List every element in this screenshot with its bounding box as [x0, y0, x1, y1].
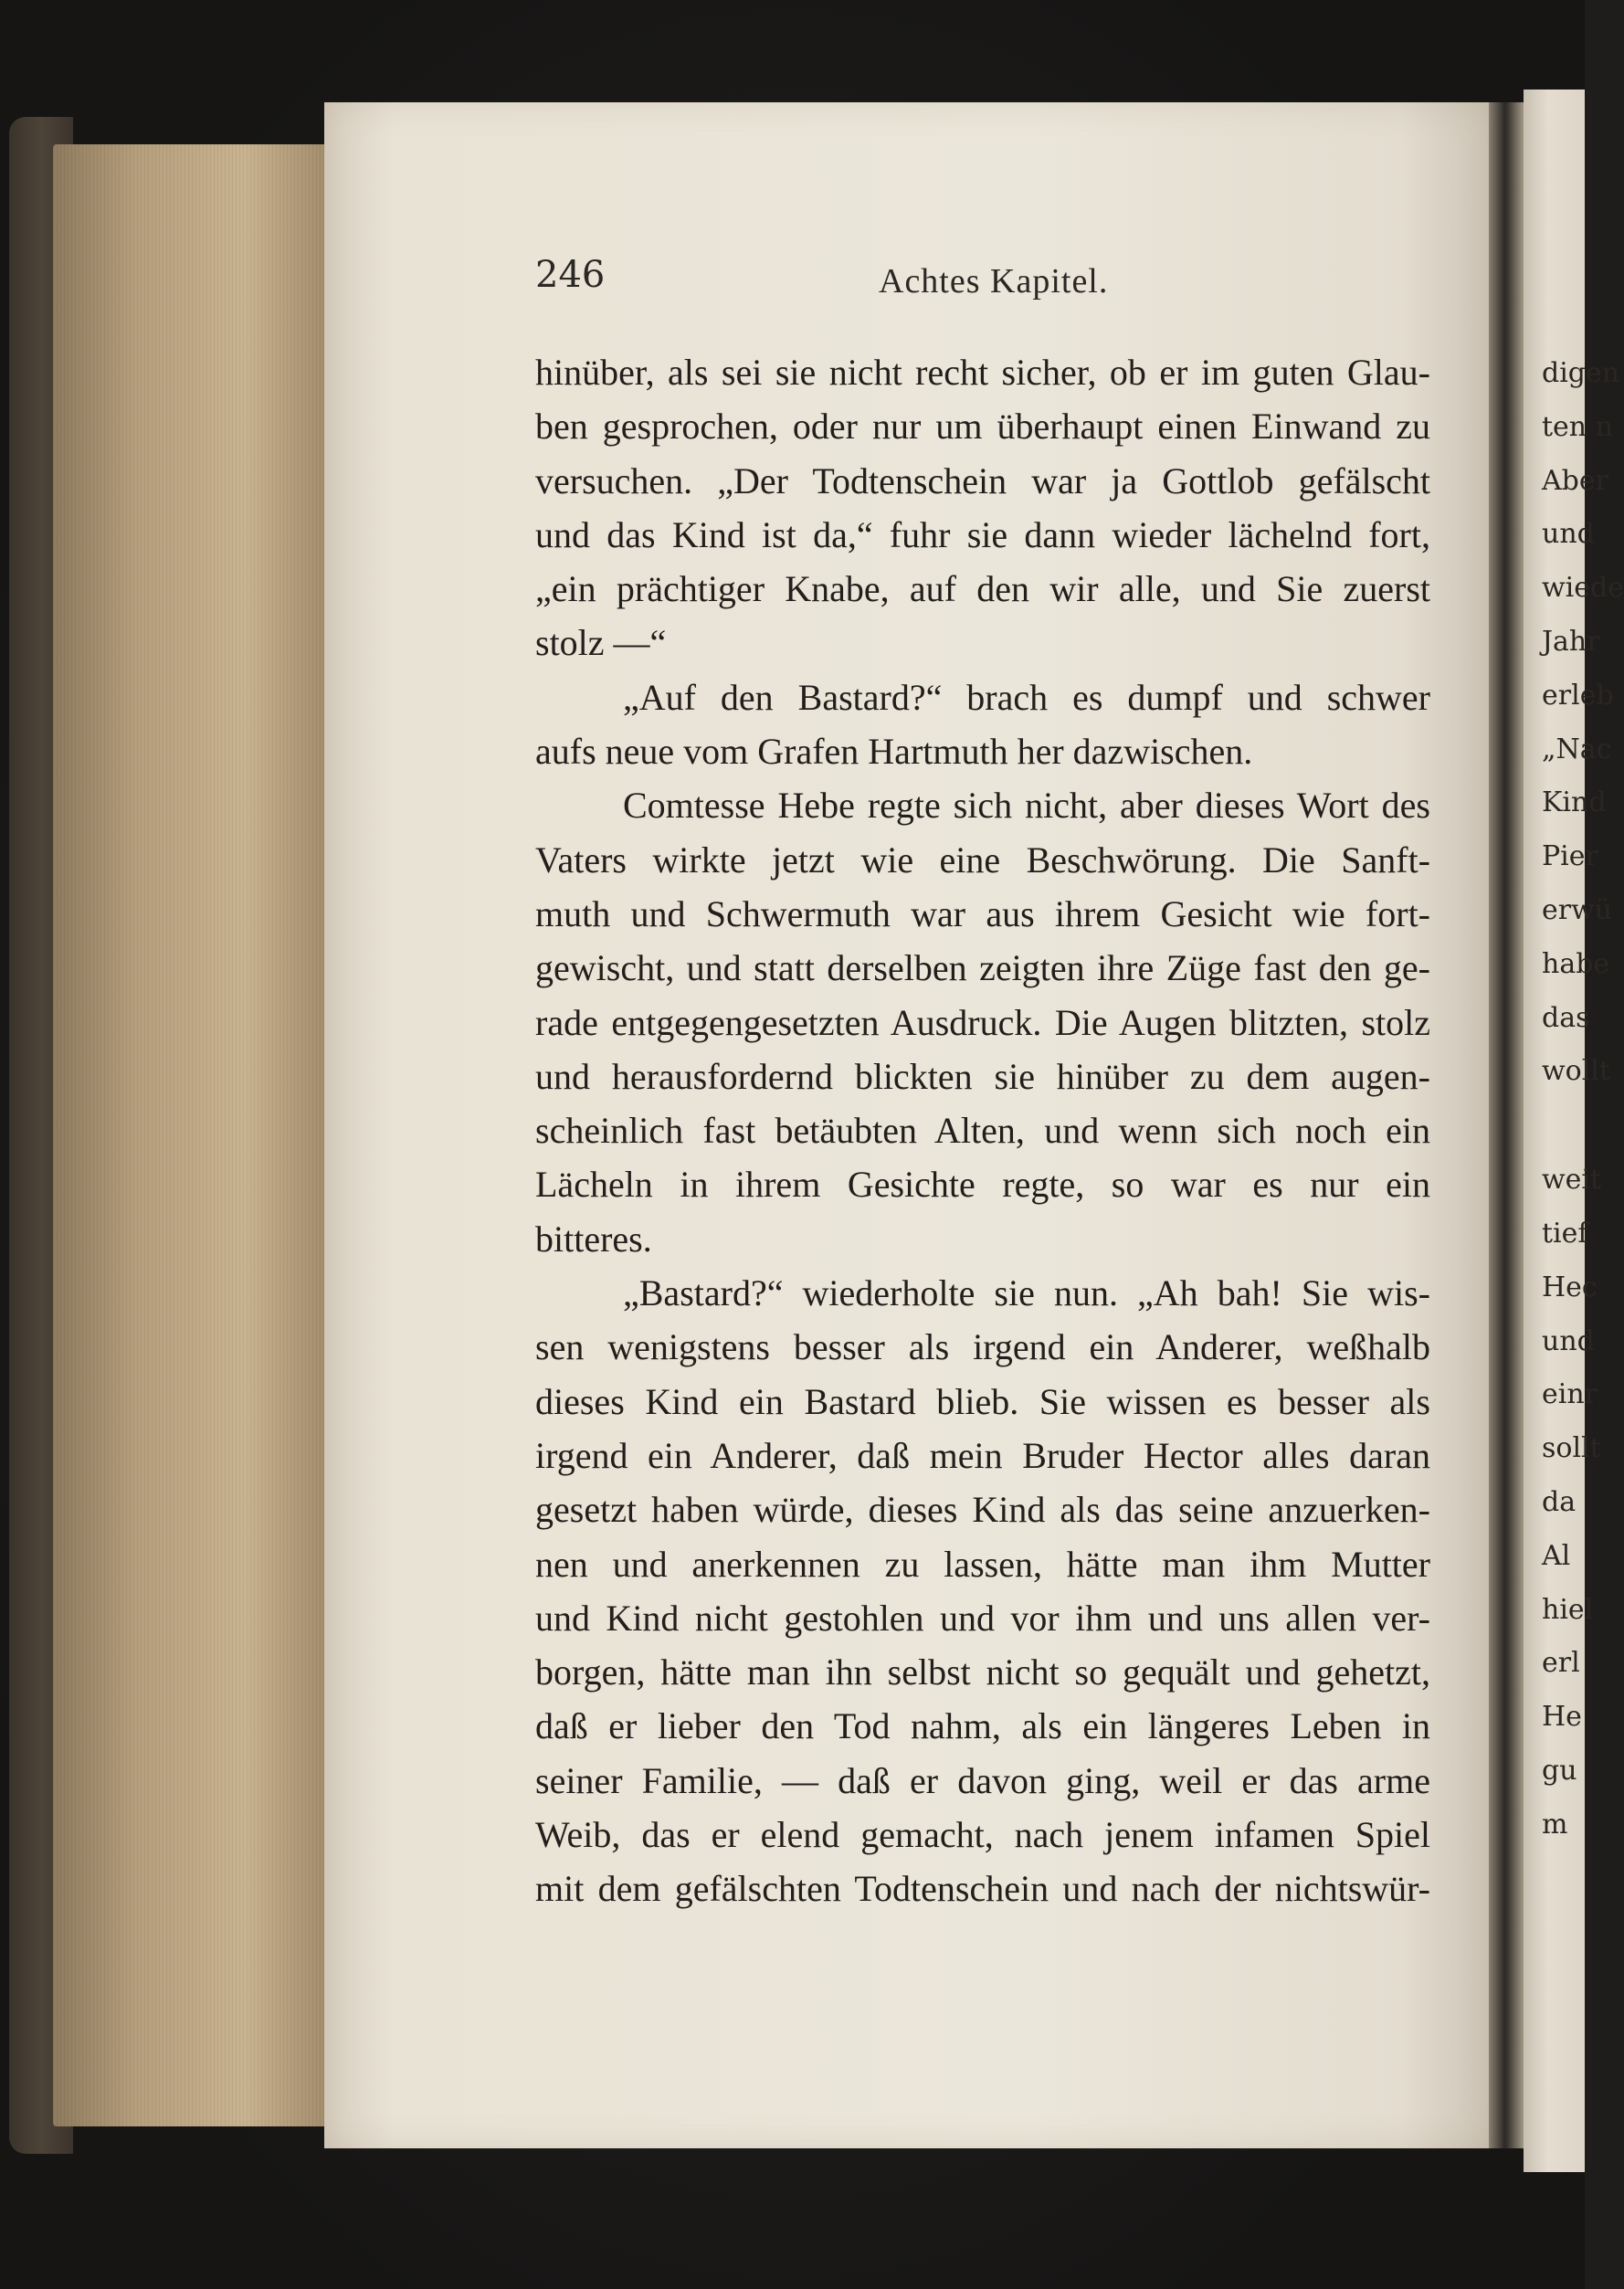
facing-text-fragment: erwü: [1542, 893, 1613, 926]
facing-text-fragment: He: [1542, 1701, 1582, 1734]
text-line: Comtesse Hebe regte sich nicht, aber dieses Wort des: [623, 785, 1430, 827]
facing-text-fragment: habe: [1542, 947, 1610, 980]
facing-text-fragment: einr: [1542, 1378, 1598, 1411]
facing-text-fragment: Al: [1542, 1539, 1571, 1572]
facing-text-fragment: hiel: [1542, 1593, 1594, 1626]
facing-page-gap: [1542, 1099, 1585, 1154]
text-line: muth und Schwermuth war aus ihrem Gesicht wie fort-: [535, 892, 1430, 934]
facing-text-fragment: weit: [1542, 1164, 1602, 1197]
text-line: irgend ein Anderer, daß mein Bruder Hector alles daran: [535, 1434, 1430, 1476]
facing-text-fragment: Aber: [1542, 464, 1608, 497]
text-line: rade entgegengesetzten Ausdruck. Die Augen blitzten, stolz: [535, 1001, 1430, 1043]
text-line: „Auf den Bastard?“ brach es dumpf und schwer: [623, 676, 1430, 718]
facing-text-fragment: Jahr: [1542, 625, 1600, 658]
text-line: „ein prächtiger Knabe, auf den wir alle, und Sie zuerst: [535, 568, 1430, 610]
book-gutter: [1489, 102, 1524, 2148]
facing-page-text: [1542, 347, 1624, 1852]
text-line: „Bastard?“ wiederholte sie nun. „Ah bah! Sie wis-: [623, 1272, 1430, 1314]
facing-text-fragment: wollt: [1542, 1055, 1610, 1088]
facing-text-fragment: Kind: [1542, 786, 1607, 819]
facing-text-fragment: tief: [1542, 1217, 1588, 1250]
text-line: mit dem gefälschten Todtenschein und nach der nichtswür-: [535, 1868, 1430, 1910]
text-line: und das Kind ist da,“ fuhr sie dann wieder lächelnd fort,: [535, 513, 1430, 555]
text-line: daß er lieber den Tod nahm, als ein längeres Leben in: [535, 1705, 1430, 1747]
chapter-title: Achtes Kapitel.: [879, 262, 1109, 301]
text-line: nen und anerkennen zu lassen, hätte man ihm Mutter: [535, 1543, 1430, 1585]
facing-text-fragment: das: [1542, 1001, 1590, 1034]
text-line: dieses Kind ein Bastard blieb. Sie wissen es besser als: [535, 1380, 1430, 1422]
text-line: bitteres.: [535, 1218, 652, 1260]
text-line: gesetzt haben würde, dieses Kind als das seine anzuerken-: [535, 1489, 1430, 1531]
text-line: gewischt, und statt derselben zeigten ihre Züge fast den ge-: [535, 947, 1430, 989]
body-text: [535, 345, 1430, 1916]
text-line: scheinlich fast betäubten Alten, und wenn sich noch ein: [535, 1110, 1430, 1152]
facing-text-fragment: da: [1542, 1485, 1577, 1518]
facing-text-fragment: digen: [1542, 357, 1620, 389]
text-line: sen wenigstens besser als irgend ein Anderer, weßhalb: [535, 1326, 1430, 1368]
page-number: 246: [535, 254, 606, 296]
facing-text-fragment: und: [1542, 518, 1595, 551]
facing-text-fragment: Pier: [1542, 840, 1598, 873]
facing-text-fragment: m: [1542, 1808, 1568, 1841]
running-head: [535, 254, 1449, 309]
text-line: Vaters wirkte jetzt wie eine Beschwörung. Die Sanft-: [535, 839, 1430, 881]
text-line: aufs neue vom Grafen Hartmuth her dazwischen.: [535, 731, 1253, 773]
text-line: versuchen. „Der Todtenschein war ja Gottlob gefälscht: [535, 459, 1430, 501]
facing-text-fragment: erleb: [1542, 679, 1614, 712]
facing-text-fragment: erl: [1542, 1647, 1580, 1680]
facing-text-fragment: gu: [1542, 1754, 1577, 1787]
text-line: Weib, das er elend gemacht, nach jenem infamen Spiel: [535, 1814, 1430, 1856]
text-line: und Kind nicht gestohlen und vor ihm und uns allen ver-: [535, 1597, 1430, 1639]
text-line: stolz —“: [535, 622, 667, 664]
text-line: und herausfordernd blickten sie hinüber zu dem augen-: [535, 1055, 1430, 1097]
facing-text-fragment: ten n: [1542, 410, 1613, 443]
text-line: borgen, hätte man ihn selbst nicht so gequält und gehetzt,: [535, 1651, 1430, 1693]
text-line: Lächeln in ihrem Gesichte regte, so war es nur ein: [535, 1164, 1430, 1206]
text-line: hinüber, als sei sie nicht recht sicher, ob er im guten Glau-: [535, 352, 1430, 393]
facing-text-fragment: sollt: [1542, 1432, 1601, 1465]
page-block-edges: [53, 144, 327, 2126]
facing-text-fragment: wiede: [1542, 572, 1624, 605]
facing-text-fragment: „Nac: [1542, 733, 1612, 765]
text-line: seiner Familie, — daß er davon ging, weil er das arme: [535, 1759, 1430, 1801]
facing-text-fragment: und: [1542, 1324, 1595, 1357]
facing-text-fragment: Hec: [1542, 1271, 1598, 1303]
text-line: ben gesprochen, oder nur um überhaupt einen Einwand zu: [535, 406, 1430, 448]
